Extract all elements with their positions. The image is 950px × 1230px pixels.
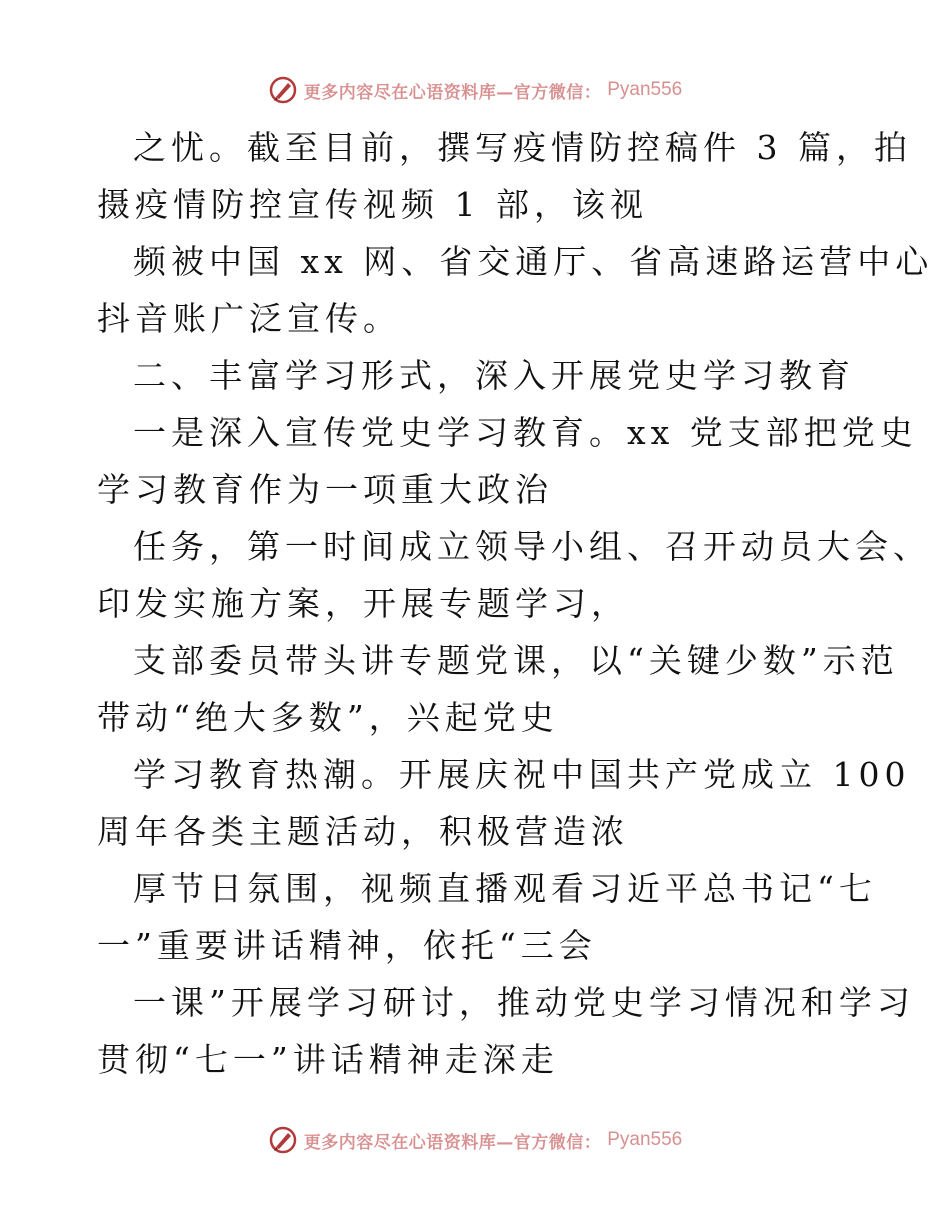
- text-line: 带动“绝大多数”，兴起党史: [97, 698, 559, 737]
- text-line: 贯彻“七一”讲话精神走深走: [97, 1040, 559, 1079]
- watermark-text: 更多内容尽在心语资料库—官方微信：: [303, 82, 602, 103]
- text-line: 一”重要讲话精神，依托“三会: [97, 926, 597, 965]
- text-line: 抖音账广泛宣传。: [97, 299, 401, 338]
- text-line: 周年各类主题活动，积极营造浓: [97, 812, 629, 851]
- text-line: 一是深入宣传党史学习教育。xx 党支部把党史: [133, 413, 918, 452]
- text-line: 支部委员带头讲专题党课，以“关键少数”示范: [133, 641, 899, 680]
- pen-logo-icon: [268, 1125, 298, 1155]
- text-line: 任务，第一时间成立领导小组、召开动员大会、: [133, 527, 931, 566]
- text-line: 学习教育热潮。开展庆祝中国共产党成立 100: [133, 755, 911, 794]
- watermark-text: 更多内容尽在心语资料库—官方微信：: [303, 1132, 602, 1153]
- text-line: 摄疫情防控宣传视频 1 部，该视: [97, 185, 648, 224]
- watermark-footer: [0, 1122, 950, 1158]
- text-line: 二、丰富学习形式，深入开展党史学习教育: [133, 356, 855, 395]
- text-line: 之忧。截至目前，撰写疫情防控稿件 3 篇，拍: [133, 128, 912, 167]
- text-line: 厚节日氛围，视频直播观看习近平总书记“七: [133, 869, 877, 908]
- text-line: 一课”开展学习研讨，推动党史学习情况和学习: [133, 983, 915, 1022]
- text-line: 印发实施方案，开展专题学习，: [97, 584, 629, 623]
- text-line: 频被中国 xx 网、省交通厅、省高速路运营中心: [133, 242, 934, 281]
- text-line: 学习教育作为一项重大政治: [97, 470, 553, 509]
- watermark-wechat-id: Pyan556: [607, 1129, 683, 1150]
- watermark-header: [0, 72, 950, 108]
- pen-logo-icon: [268, 75, 298, 105]
- watermark-wechat-id: Pyan556: [607, 79, 683, 100]
